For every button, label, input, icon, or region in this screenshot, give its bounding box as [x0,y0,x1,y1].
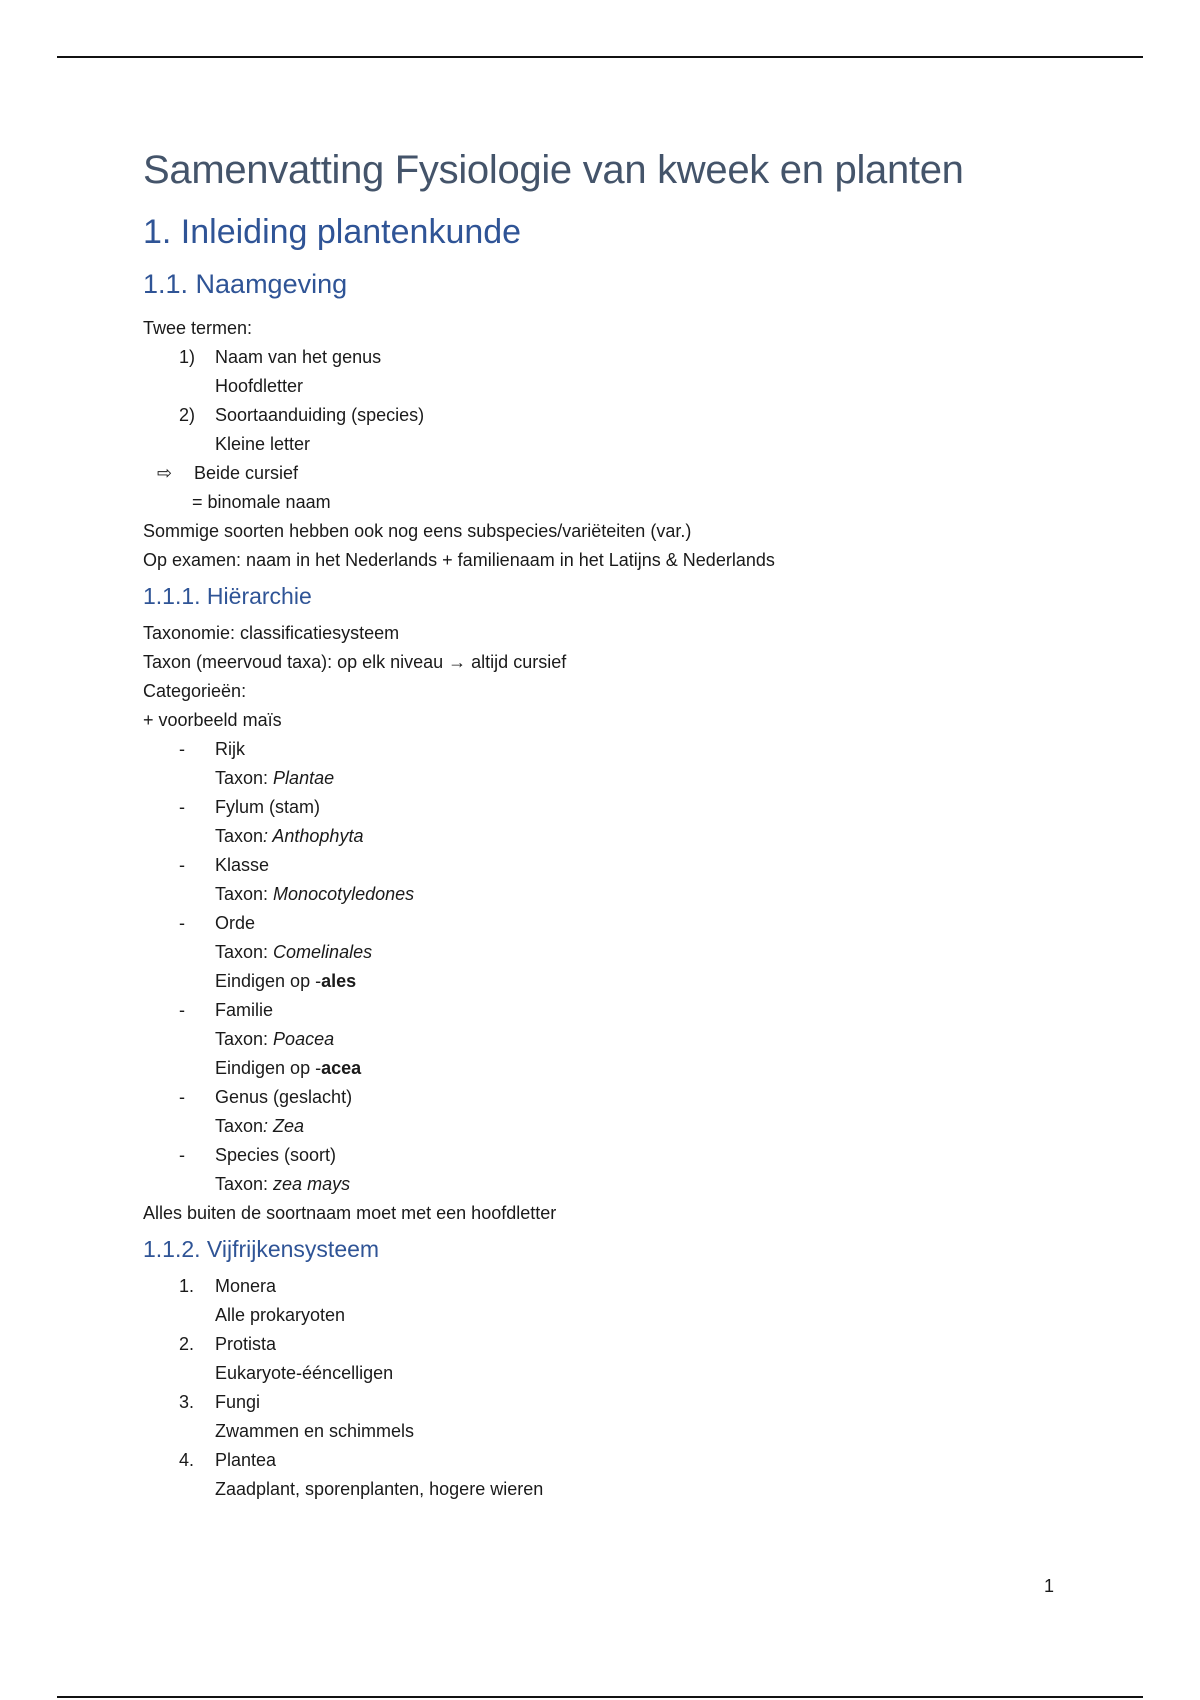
rank-ending: Eindigen op -acea [215,1058,362,1078]
paragraph: Taxonomie: classificatiesysteem [143,623,400,643]
list-item: 2) Soortaanduiding (species) [143,401,1093,430]
list-marker: 1. [179,1276,195,1296]
dash-marker: - [179,1087,185,1107]
arrow-item-detail: = binomale naam [192,492,331,512]
paragraph: Taxon (meervoud taxa): op elk niveau → altijd cursief [143,652,567,672]
rank-taxon: Taxon: Zea [215,1116,305,1136]
dash-marker: - [179,1145,185,1165]
footer-rule [57,1696,1143,1698]
section-heading-vijfrijken: 1.1.2. Vijfrijkensysteem [143,1236,380,1262]
kingdom-detail: Zaadplant, sporenplanten, hogere wieren [215,1479,544,1499]
dash-marker: - [179,855,185,875]
section-heading-hierarchie: 1.1.1. Hiërarchie [143,583,312,609]
list-marker: 3. [179,1392,195,1412]
rank-taxon: Taxon: Comelinales [215,942,373,962]
rank-item: - Species (soort) [143,1141,1093,1170]
list-marker: 4. [179,1450,195,1470]
rank-item: - Klasse [143,851,1093,880]
section-vijfrijken [143,1272,1093,1504]
arrow-item: ⇨ Beide cursief [143,459,1093,488]
list-item-detail: Kleine letter [215,434,311,454]
header-rule [57,56,1143,58]
kingdom-detail: Alle prokaryoten [215,1305,346,1325]
rank-taxon: Taxon: Plantae [215,768,335,788]
section-naamgeving [143,314,1093,575]
list-marker: 1) [179,347,196,367]
kingdom-detail: Eukaryote-ééncelligen [215,1363,394,1383]
document-page [143,146,1093,1510]
arrow-icon: ⇨ [157,463,173,483]
dash-marker: - [179,797,185,817]
paragraph: Twee termen: [143,318,253,338]
rank-ending: Eindigen op -ales [215,971,357,991]
kingdom-item: 3. Fungi [143,1388,1093,1417]
rank-item: - Fylum (stam) [143,793,1093,822]
rank-taxon: Taxon: zea mays [215,1174,351,1194]
rank-item: - Orde [143,909,1093,938]
section-heading-naamgeving: 1.1. Naamgeving [143,269,348,299]
chapter-heading: 1. Inleiding plantenkunde [143,213,522,251]
rank-taxon: Taxon: Poacea [215,1029,335,1049]
page-number: 1 [1044,1576,1055,1596]
list-item: 1) Naam van het genus [143,343,1093,372]
document-title: Samenvatting Fysiologie van kweek en planten [143,148,964,192]
rank-taxon: Taxon: Anthophyta [215,826,364,846]
rank-taxon: Taxon: Monocotyledones [215,884,415,904]
rank-item: - Rijk [143,735,1093,764]
arrow-right-icon: → [448,652,467,672]
kingdom-item: 2. Protista [143,1330,1093,1359]
paragraph: + voorbeeld maïs [143,710,282,730]
rank-item: - Familie [143,996,1093,1025]
dash-marker: - [179,1000,185,1020]
paragraph: Categorieën: [143,681,247,701]
kingdom-detail: Zwammen en schimmels [215,1421,415,1441]
list-marker: 2) [179,405,196,425]
kingdom-item: 4. Plantea [143,1446,1093,1475]
paragraph: Sommige soorten hebben ook nog eens subspecies/variëteiten (var.) [143,521,692,541]
list-item-detail: Hoofdletter [215,376,304,396]
dash-marker: - [179,739,185,759]
paragraph: Alles buiten de soortnaam moet met een hoofdletter [143,1203,557,1223]
rank-item: - Genus (geslacht) [143,1083,1093,1112]
section-hierarchie [143,619,1093,1228]
paragraph: Op examen: naam in het Nederlands + familienaam in het Latijns & Nederlands [143,550,775,570]
kingdom-item: 1. Monera [143,1272,1093,1301]
dash-marker: - [179,913,185,933]
list-marker: 2. [179,1334,195,1354]
